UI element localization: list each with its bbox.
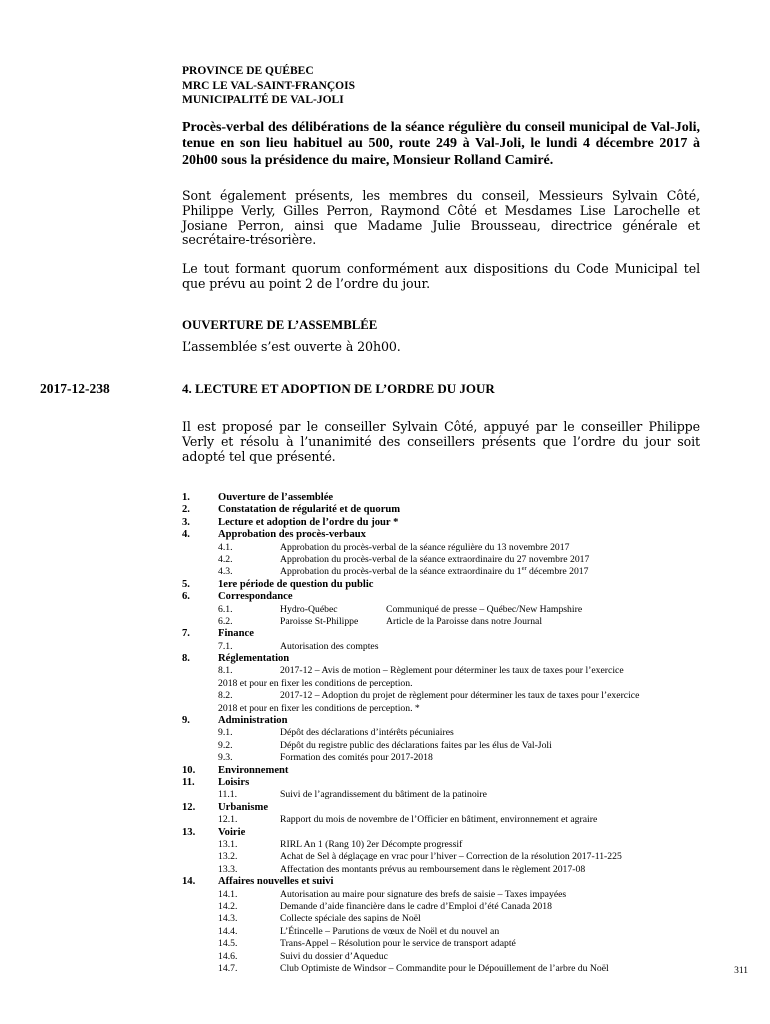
correspondance-sender: Hydro-Québec — [280, 603, 338, 615]
agenda-subitem — [182, 901, 742, 913]
agenda-subitem-label — [280, 566, 589, 578]
ouverture-text: L’assemblée s’est ouverte à 20h00. — [182, 339, 401, 354]
agenda-subitem — [182, 752, 742, 764]
agenda-subitem — [182, 963, 742, 975]
agenda-item-label: Finance — [218, 628, 254, 640]
agenda-subitem-number: 13.2. — [218, 851, 238, 863]
agenda-item-number: 11. — [182, 777, 195, 789]
correspondance-subject: Article de la Paroisse dans notre Journal — [386, 615, 543, 627]
page-number: 311 — [734, 966, 748, 976]
agenda-subitem-label: Suivi du dossier d’Aqueduc — [280, 950, 388, 962]
agenda-item — [182, 591, 742, 603]
agenda-subitem-number: 14.4. — [218, 925, 238, 937]
agenda-subitem-number: 9.2. — [218, 739, 233, 751]
ouverture-title: OUVERTURE DE L’ASSEMBLÉE — [182, 318, 378, 332]
agenda-item — [182, 715, 742, 727]
agenda-item-number: 3. — [182, 516, 190, 528]
agenda-item-number: 7. — [182, 628, 190, 640]
agenda-item-label: Urbanisme — [218, 801, 269, 813]
agenda-subitem-label: Club Optimiste de Windsor – Commandite pour le Dépouillement de l’arbre du Noël — [280, 962, 609, 974]
agenda-item-number: 10. — [182, 764, 196, 776]
agenda-subitem-label: L’Étincelle – Parutions de vœux de Noël et du nouvel an — [280, 925, 500, 937]
correspondance-sender: Paroisse St-Philippe — [280, 615, 359, 627]
correspondance-subject: Communiqué de presse – Québec/New Hampshire — [386, 603, 583, 615]
agenda-subitem-number: 8.1. — [218, 665, 233, 677]
agenda-subitem-number: 14.5. — [218, 938, 238, 950]
agenda-item — [182, 876, 742, 888]
presents-paragraph: Sont également présents, les membres du conseil, Messieurs Sylvain Côté, Philippe Verly, Gilles Perron, Raymond Côté et Mesdames Lise Larochelle et Josiane Perron, ainsi que Madame Julie Brousseau, directrice générale et secrétaire-trésorière. — [182, 188, 700, 248]
ordinal-superscript: er — [521, 565, 527, 573]
agenda-item — [182, 492, 742, 504]
agenda-subitem-number: 11.1. — [218, 789, 238, 801]
agenda-subitem-label: Autorisation des comptes — [280, 640, 379, 652]
agenda-subitem — [182, 814, 742, 826]
agenda-item-label: Réglementation — [218, 653, 290, 665]
agenda-subitem-label: Trans-Appel – Résolution pour le service de transport adapté — [280, 938, 516, 950]
agenda-subitem-label: Demande d’aide financière dans le cadre d’Emploi d’été Canada 2018 — [280, 900, 552, 912]
agenda-item-number: 1. — [182, 492, 190, 503]
agenda-subitem-number: 7.1. — [218, 640, 233, 652]
agenda-subitem-number: 4.2. — [218, 553, 233, 565]
agenda-item-number: 2. — [182, 504, 190, 516]
quorum-paragraph: Le tout formant quorum conformément aux dispositions du Code Municipal tel que prévu au point 2 de l’ordre du jour. — [182, 261, 700, 291]
agenda-item — [182, 579, 742, 591]
agenda-subitem-label: Achat de Sel à déglaçage en vrac pour l’hiver – Correction de la résolution 2017-11-225 — [280, 851, 622, 863]
agenda-subitem-number: 6.2. — [218, 615, 233, 627]
agenda-subitem — [182, 727, 742, 739]
agenda-item-number: 14. — [182, 876, 196, 888]
agenda-item — [182, 765, 742, 777]
agenda-item-label: Voirie — [218, 826, 246, 838]
agenda-item — [182, 504, 742, 516]
agenda-subitem — [182, 604, 742, 616]
agenda-item-label: Correspondance — [218, 591, 293, 603]
agenda-subitem-label: Rapport du mois de novembre de l’Officier en bâtiment, environnement et agraire — [280, 814, 598, 826]
agenda-subitem-label: Dépôt des déclarations d’intérêts pécuniaires — [280, 727, 454, 739]
agenda-subitem-label-continued: 2018 et pour en fixer les conditions de perception. * — [218, 702, 420, 714]
agenda-subitem-number: 9.1. — [218, 727, 233, 739]
agenda-subitem — [182, 926, 742, 938]
agenda-item-label: 1ere période de question du public — [218, 578, 374, 590]
agenda-subitem-label-part: Approbation du procès-verbal de la séance extraordinaire du 1 — [280, 566, 522, 578]
agenda-subitem — [182, 951, 742, 963]
agenda-subitem — [182, 938, 742, 950]
agenda-subitem-label: Dépôt du registre public des déclarations faites par les élus de Val-Joli — [280, 739, 552, 751]
agenda-item-number: 6. — [182, 591, 190, 603]
agenda-subitem-number: 13.1. — [218, 839, 238, 850]
agenda-item — [182, 827, 742, 839]
agenda-subitem-number: 14.1. — [218, 888, 238, 900]
agenda-subitem-number: 12.1. — [218, 814, 238, 826]
agenda-subitem — [182, 566, 742, 578]
agenda-item-label: Constatation de régularité et de quorum — [218, 504, 401, 516]
agenda-subitem — [182, 665, 742, 690]
agenda-item-label: Approbation des procès-verbaux — [218, 529, 366, 541]
agenda-item-label: Administration — [218, 715, 288, 727]
agenda-subitem-label: Approbation du procès-verbal de la séance extraordinaire du 27 novembre 2017 — [280, 553, 590, 565]
resolution-title: 4. LECTURE ET ADOPTION DE L’ORDRE DU JOUR — [182, 381, 495, 396]
agenda-subitem-label: Formation des comités pour 2017-2018 — [280, 752, 433, 764]
agenda-subitem — [182, 789, 742, 801]
agenda-item-number: 12. — [182, 801, 196, 813]
agenda-item-label: Loisirs — [218, 777, 250, 789]
agenda-item-number: 9. — [182, 715, 190, 727]
agenda-item — [182, 777, 742, 789]
agenda-subitem-label: Approbation du procès-verbal de la séance régulière du 13 novembre 2017 — [280, 541, 570, 553]
agenda-subitem-number: 6.1. — [218, 603, 233, 615]
resolution-number: 2017-12-238 — [40, 381, 110, 396]
header-mrc: MRC LE VAL-SAINT-FRANÇOIS — [182, 79, 355, 92]
agenda-subitem-number: 14.3. — [218, 913, 238, 925]
agenda-item-number: 4. — [182, 529, 190, 541]
agenda-item — [182, 529, 742, 541]
agenda-subitem — [182, 616, 742, 628]
agenda-list — [182, 492, 742, 975]
agenda-item-number: 8. — [182, 653, 190, 665]
agenda-subitem-number: 4.1. — [218, 541, 233, 553]
agenda-item-label: Affaires nouvelles et suivi — [218, 876, 334, 888]
agenda-subitem-number: 9.3. — [218, 752, 233, 764]
header-municipality: MUNICIPALITÉ DE VAL-JOLI — [182, 94, 344, 106]
agenda-subitem-number: 14.7. — [218, 962, 238, 974]
agenda-subitem — [182, 839, 742, 851]
agenda-subitem-label: RIRL An 1 (Rang 10) 2er Décompte progressif — [280, 839, 463, 850]
agenda-item-label: Lecture et adoption de l’ordre du jour * — [218, 516, 399, 528]
agenda-item — [182, 628, 742, 640]
agenda-item-number: 5. — [182, 578, 190, 590]
agenda-subitem — [182, 889, 742, 901]
agenda-subitem-label: Suivi de l’agrandissement du bâtiment de la patinoire — [280, 789, 487, 801]
agenda-subitem-number: 4.3. — [218, 566, 233, 578]
agenda-subitem — [182, 542, 742, 554]
agenda-item-number: 13. — [182, 826, 196, 838]
agenda-subitem-label: Collecte spéciale des sapins de Noël — [280, 913, 421, 925]
header-province: PROVINCE DE QUÉBEC — [182, 65, 314, 77]
agenda-subitem — [182, 740, 742, 752]
agenda-subitem-number: 14.6. — [218, 950, 238, 962]
agenda-subitem-number: 13.3. — [218, 863, 238, 875]
agenda-subitem-label: Autorisation au maire pour signature des brefs de saisie – Taxes impayées — [280, 888, 567, 900]
agenda-subitem-label-continued: 2018 et pour en fixer les conditions de perception. — [218, 677, 413, 689]
agenda-subitem-number: 14.2. — [218, 900, 238, 912]
agenda-subitem — [182, 641, 742, 653]
agenda-item — [182, 653, 742, 665]
agenda-subitem-label: 2017-12 – Adoption du projet de règlement pour déterminer les taux de taxes pour l’exercice — [280, 690, 640, 702]
agenda-item — [182, 802, 742, 814]
resolution-text: Il est proposé par le conseiller Sylvain Côté, appuyé par le conseiller Philippe Verly et résolu à l’unanimité des conseillers présents que l’ordre du jour soit adopté tel que présenté. — [182, 419, 700, 464]
agenda-subitem — [182, 864, 742, 876]
municipal-header — [182, 64, 355, 108]
agenda-item — [182, 517, 742, 529]
agenda-subitem — [182, 851, 742, 863]
agenda-subitem-number: 8.2. — [218, 690, 233, 702]
agenda-subitem — [182, 690, 742, 715]
agenda-subitem — [182, 554, 742, 566]
agenda-subitem-label: Affectation des montants prévus au remboursement dans le règlement 2017-08 — [280, 863, 586, 875]
agenda-subitem — [182, 913, 742, 925]
agenda-subitem-label: 2017-12 – Avis de motion – Règlement pour déterminer les taux de taxes pour l’exercice — [280, 665, 624, 677]
proces-verbal-heading: Procès-verbal des délibérations de la séance régulière du conseil municipal de Val-Joli, tenue en son lieu habituel au 500, route 249 à Val-Joli, le lundi 4 décembre 2017 à 20h00 sous la présidence du maire, Monsieur Rolland Camiré. — [182, 120, 700, 168]
agenda-item-label: Ouverture de l’assemblée — [218, 492, 334, 503]
agenda-item-label: Environnement — [218, 764, 289, 776]
agenda-subitem-label-part: décembre 2017 — [526, 566, 589, 578]
